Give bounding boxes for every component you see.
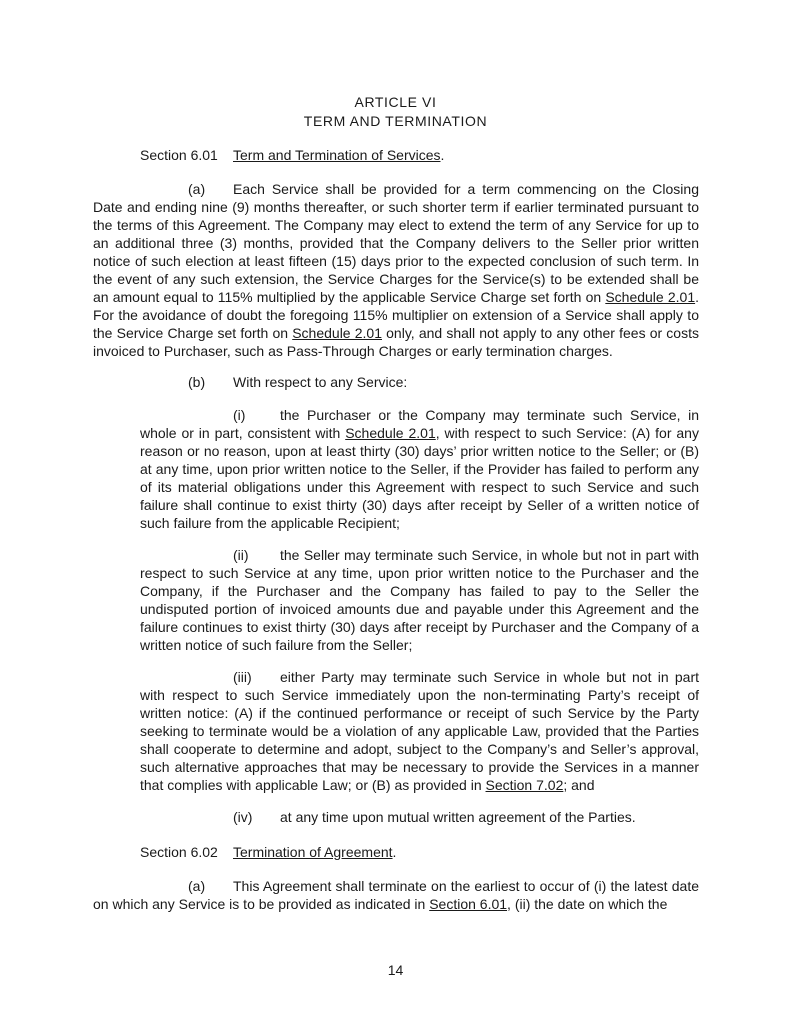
item-6-01-b-iii [140, 668, 699, 794]
paragraph-6-02-a [93, 877, 699, 913]
article-number: ARTICLE VI [354, 94, 437, 110]
paragraph-text: , (ii) the date on which the [507, 896, 668, 912]
item-text: ; and [563, 777, 595, 793]
schedule-2-01-reference: Schedule 2.01 [605, 289, 696, 305]
item-6-01-b-i [140, 406, 699, 532]
section-title: Term and Termination of Services [233, 147, 441, 163]
item-label: (iii) [233, 669, 252, 685]
paragraph-text: This Agreement shall terminate on the earliest to occur of (i) the latest date on which any Service is to be provided as indicated in [93, 878, 699, 912]
item-label: (i) [233, 407, 246, 423]
section-7-02-reference: Section 7.02 [485, 777, 564, 793]
item-text: the Seller may terminate such Service, in whole but not in part with respect to such Service at any time, upon prior written notice to the Purchaser and the Company, if the Purchaser and the Company has failed to pay to the Seller the undisputed portion of invoiced amounts due and payable under this Agreement and the failure continues to exist thirty (30) days after receipt by Purchaser and the Company of a written notice of such failure from the Seller; [140, 547, 699, 653]
schedule-2-01-reference: Schedule 2.01 [345, 425, 436, 441]
item-text: the Purchaser or the Company may terminate such Service, in whole or in part, consistent with [140, 407, 699, 441]
section-number: Section 6.02 [140, 844, 218, 860]
paragraph-label: (a) [188, 181, 206, 197]
item-label: (iv) [233, 809, 253, 825]
article-title: TERM AND TERMINATION [303, 113, 488, 129]
item-text: either Party may terminate such Service in whole but not in part with respect to such Service immediately upon the non-terminating Party’s receipt of written notice: (A) if the continued performance or receipt of such Service by the Party seeking to terminate would be a violation of any applicable Law, provided that the Parties shall cooperate to determine and adopt, subject to the Company’s and Seller’s approval, such alternative approaches that may be necessary to provide the Services in a manner that complies with applicable Law; or (B) as provided in [140, 669, 699, 793]
item-6-01-b-ii [140, 546, 699, 654]
paragraph-text: With respect to any Service: [233, 374, 408, 390]
paragraph-text: Each Service shall be provided for a term commencing on the Closing Date and ending nine (9) months thereafter, or such shorter term if earlier terminated pursuant to the terms of this Agreement. The Company may elect to extend the term of any Service for up to an additional three (3) months, provided that the Company delivers to the Seller prior written notice of such election at least fifteen (15) days prior to the expected conclusion of such term. In the event of any such extension, the Service Charges for the Service(s) to be extended shall be an amount equal to 115% multiplied by the applicable Service Charge set forth on [93, 181, 699, 305]
section-title-period: . [440, 147, 445, 163]
paragraph-6-01-a [93, 180, 699, 360]
section-6-01-heading [140, 147, 444, 163]
section-6-02-heading [140, 844, 396, 860]
item-6-01-b-iv [233, 809, 636, 825]
paragraph-text: . For the avoidance of doubt the foregoing 115% multiplier on extension of a Service shall apply to the Service Charge set forth on [93, 289, 699, 341]
schedule-2-01-reference: Schedule 2.01 [292, 325, 382, 341]
item-label: (ii) [233, 547, 249, 563]
section-title: Termination of Agreement [233, 844, 393, 860]
section-6-01-reference: Section 6.01 [429, 896, 508, 912]
item-text: at any time upon mutual written agreement of the Parties. [280, 809, 636, 825]
paragraph-text: only, and shall not apply to any other fees or costs invoiced to Purchaser, such as Pass-Through Charges or early termination charges. [93, 325, 699, 359]
paragraph-label: (a) [188, 878, 206, 894]
item-text: , with respect to such Service: (A) for any reason or no reason, upon at least thirty (30) days’ prior written notice to the Seller; or (B) at any time, upon prior written notice to the Seller, if the Provider has failed to perform any of its material obligations under this Agreement with respect to such Service and such failure shall continue to exist thirty (30) days after receipt by Seller of a written notice of such failure from the applicable Recipient; [140, 425, 699, 531]
section-title-period: . [392, 844, 397, 860]
page-number: 14 [387, 962, 404, 978]
section-number: Section 6.01 [140, 147, 218, 163]
paragraph-6-01-b [188, 374, 407, 390]
paragraph-label: (b) [188, 374, 206, 390]
